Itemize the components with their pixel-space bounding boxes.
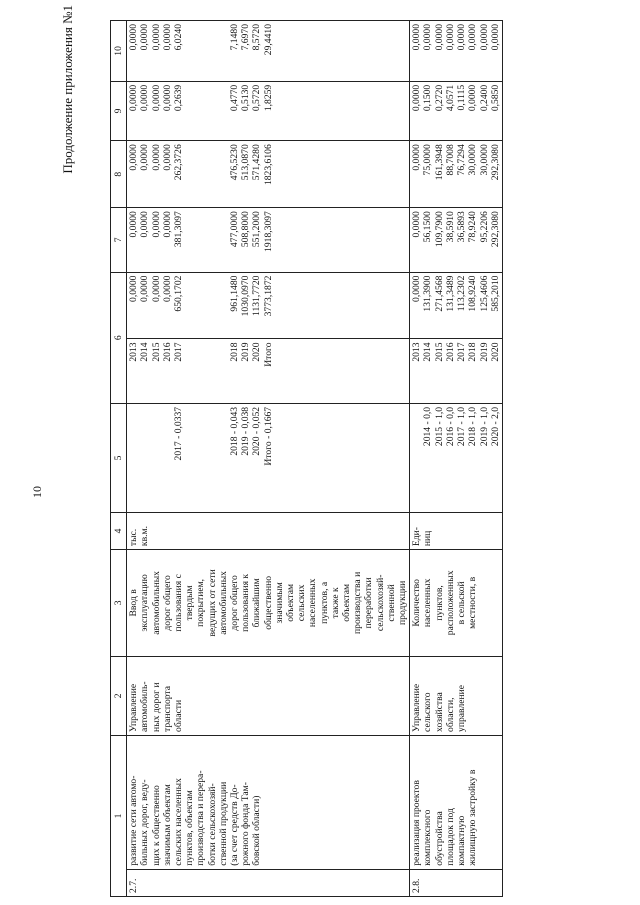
program-table xyxy=(110,20,503,897)
value-col7: 0,0000 0,0000 0,0000 0,0000 381,3097 477,0000 508,8000 551,2000 1918,3097 xyxy=(127,208,410,272)
value-col7: 0,0000 56,1500 109,7900 38,5910 36,5893 78,9240 95,2206 292,3080 xyxy=(410,208,503,272)
measure-name: развитие сети автомо- бильных дорог, веду- щих к общественно значимым объектам сельских населенных пунктов, объектам производства и перера- ботки сельскохозяй- ственной продукции (за счет средств До- рожного фонда Там- бовской области) xyxy=(127,735,410,869)
target-values: 2017 - 0,0337 2018 - 0,043 2019 - 0,038 2020 - 0,052 Итого - 0,1667 xyxy=(127,403,410,512)
value-col6: 0,0000 0,0000 0,0000 0,0000 650,1702 961,1480 1030,0970 1131,7720 3773,1872 xyxy=(127,272,410,339)
header-cell: 7 xyxy=(111,208,127,272)
target-values: 2014 - 0,0 2015 - 1,0 2016 - 0,0 2017 - 1,0 2018 - 1,0 2019 - 1,0 2020 - 2,0 xyxy=(410,403,503,512)
row-number: 2.8. xyxy=(410,869,503,896)
value-col8: 0,0000 0,0000 0,0000 0,0000 262,3726 476,5230 513,0870 571,4280 1823,6106 xyxy=(127,141,410,208)
value-col6: 0,0000 131,3900 271,4568 131,3489 113,2302 108,9240 125,4606 585,2010 xyxy=(410,272,503,339)
value-col9: 0,0000 0,0000 0,0000 0,0000 0,2639 0,4770 0,5130 0,5720 1,8259 xyxy=(127,81,410,140)
header-cell: 1 xyxy=(111,735,127,896)
header-cell: 8 xyxy=(111,141,127,208)
header-cell: 4 xyxy=(111,512,127,549)
unit: Еди- ниц xyxy=(410,512,503,549)
years: 2013 2014 2015 2016 2017 2018 2019 2020 xyxy=(410,339,503,403)
header-cell: 10 xyxy=(111,21,127,82)
executor: Управление автомобиль- ных дорог и транспорта области xyxy=(127,656,410,735)
header-cell: 3 xyxy=(111,550,127,657)
row-number: 2.7. xyxy=(127,869,410,896)
executor: Управление сельского хозяйства области, управление xyxy=(410,656,503,735)
page-number: 10 xyxy=(30,486,44,498)
table-row xyxy=(127,21,410,897)
header-cell: 2 xyxy=(111,656,127,735)
value-col8: 0,0000 75,0000 161,3948 88,7008 76,7294 30,0000 30,0000 292,3080 xyxy=(410,141,503,208)
indicator: Количество населенных пунктов, расположенных в сельской местности, в xyxy=(410,550,503,657)
header-cell: 6 xyxy=(111,272,127,403)
header-row xyxy=(111,21,127,897)
header-cell: 5 xyxy=(111,403,127,512)
value-col10: 0,0000 0,0000 0,0000 0,0000 6,0240 7,1480 7,6970 8,5720 29,4410 xyxy=(127,21,410,82)
indicator: Ввод в эксплуатацию автомобильных дорог общего пользования с твердым покрытием, ведущих от сети автомобильных дорог общего пользования к ближайшим общественно значимым объектам сельских населенных пунктов, а также к объектам производства и переработки сельскохозяй- ственной продукции xyxy=(127,550,410,657)
header-cell: 9 xyxy=(111,81,127,140)
measure-name: реализация проектов комплексного обустройства площадок под компактную жилищную застройку в xyxy=(410,735,503,869)
value-col9: 0,0000 0,1500 0,2720 4,0571 0,1115 0,0000 0,2400 0,5850 xyxy=(410,81,503,140)
value-col10: 0,0000 0,0000 0,0000 0,0000 0,0000 0,0000 0,0000 0,0000 xyxy=(410,21,503,82)
page-heading: Продолжение приложения №1 xyxy=(60,5,75,174)
table-row xyxy=(410,21,503,897)
years: 2013 2014 2015 2016 2017 2018 2019 2020 Итого xyxy=(127,339,410,403)
unit: тыс. кв.м. xyxy=(127,512,410,549)
